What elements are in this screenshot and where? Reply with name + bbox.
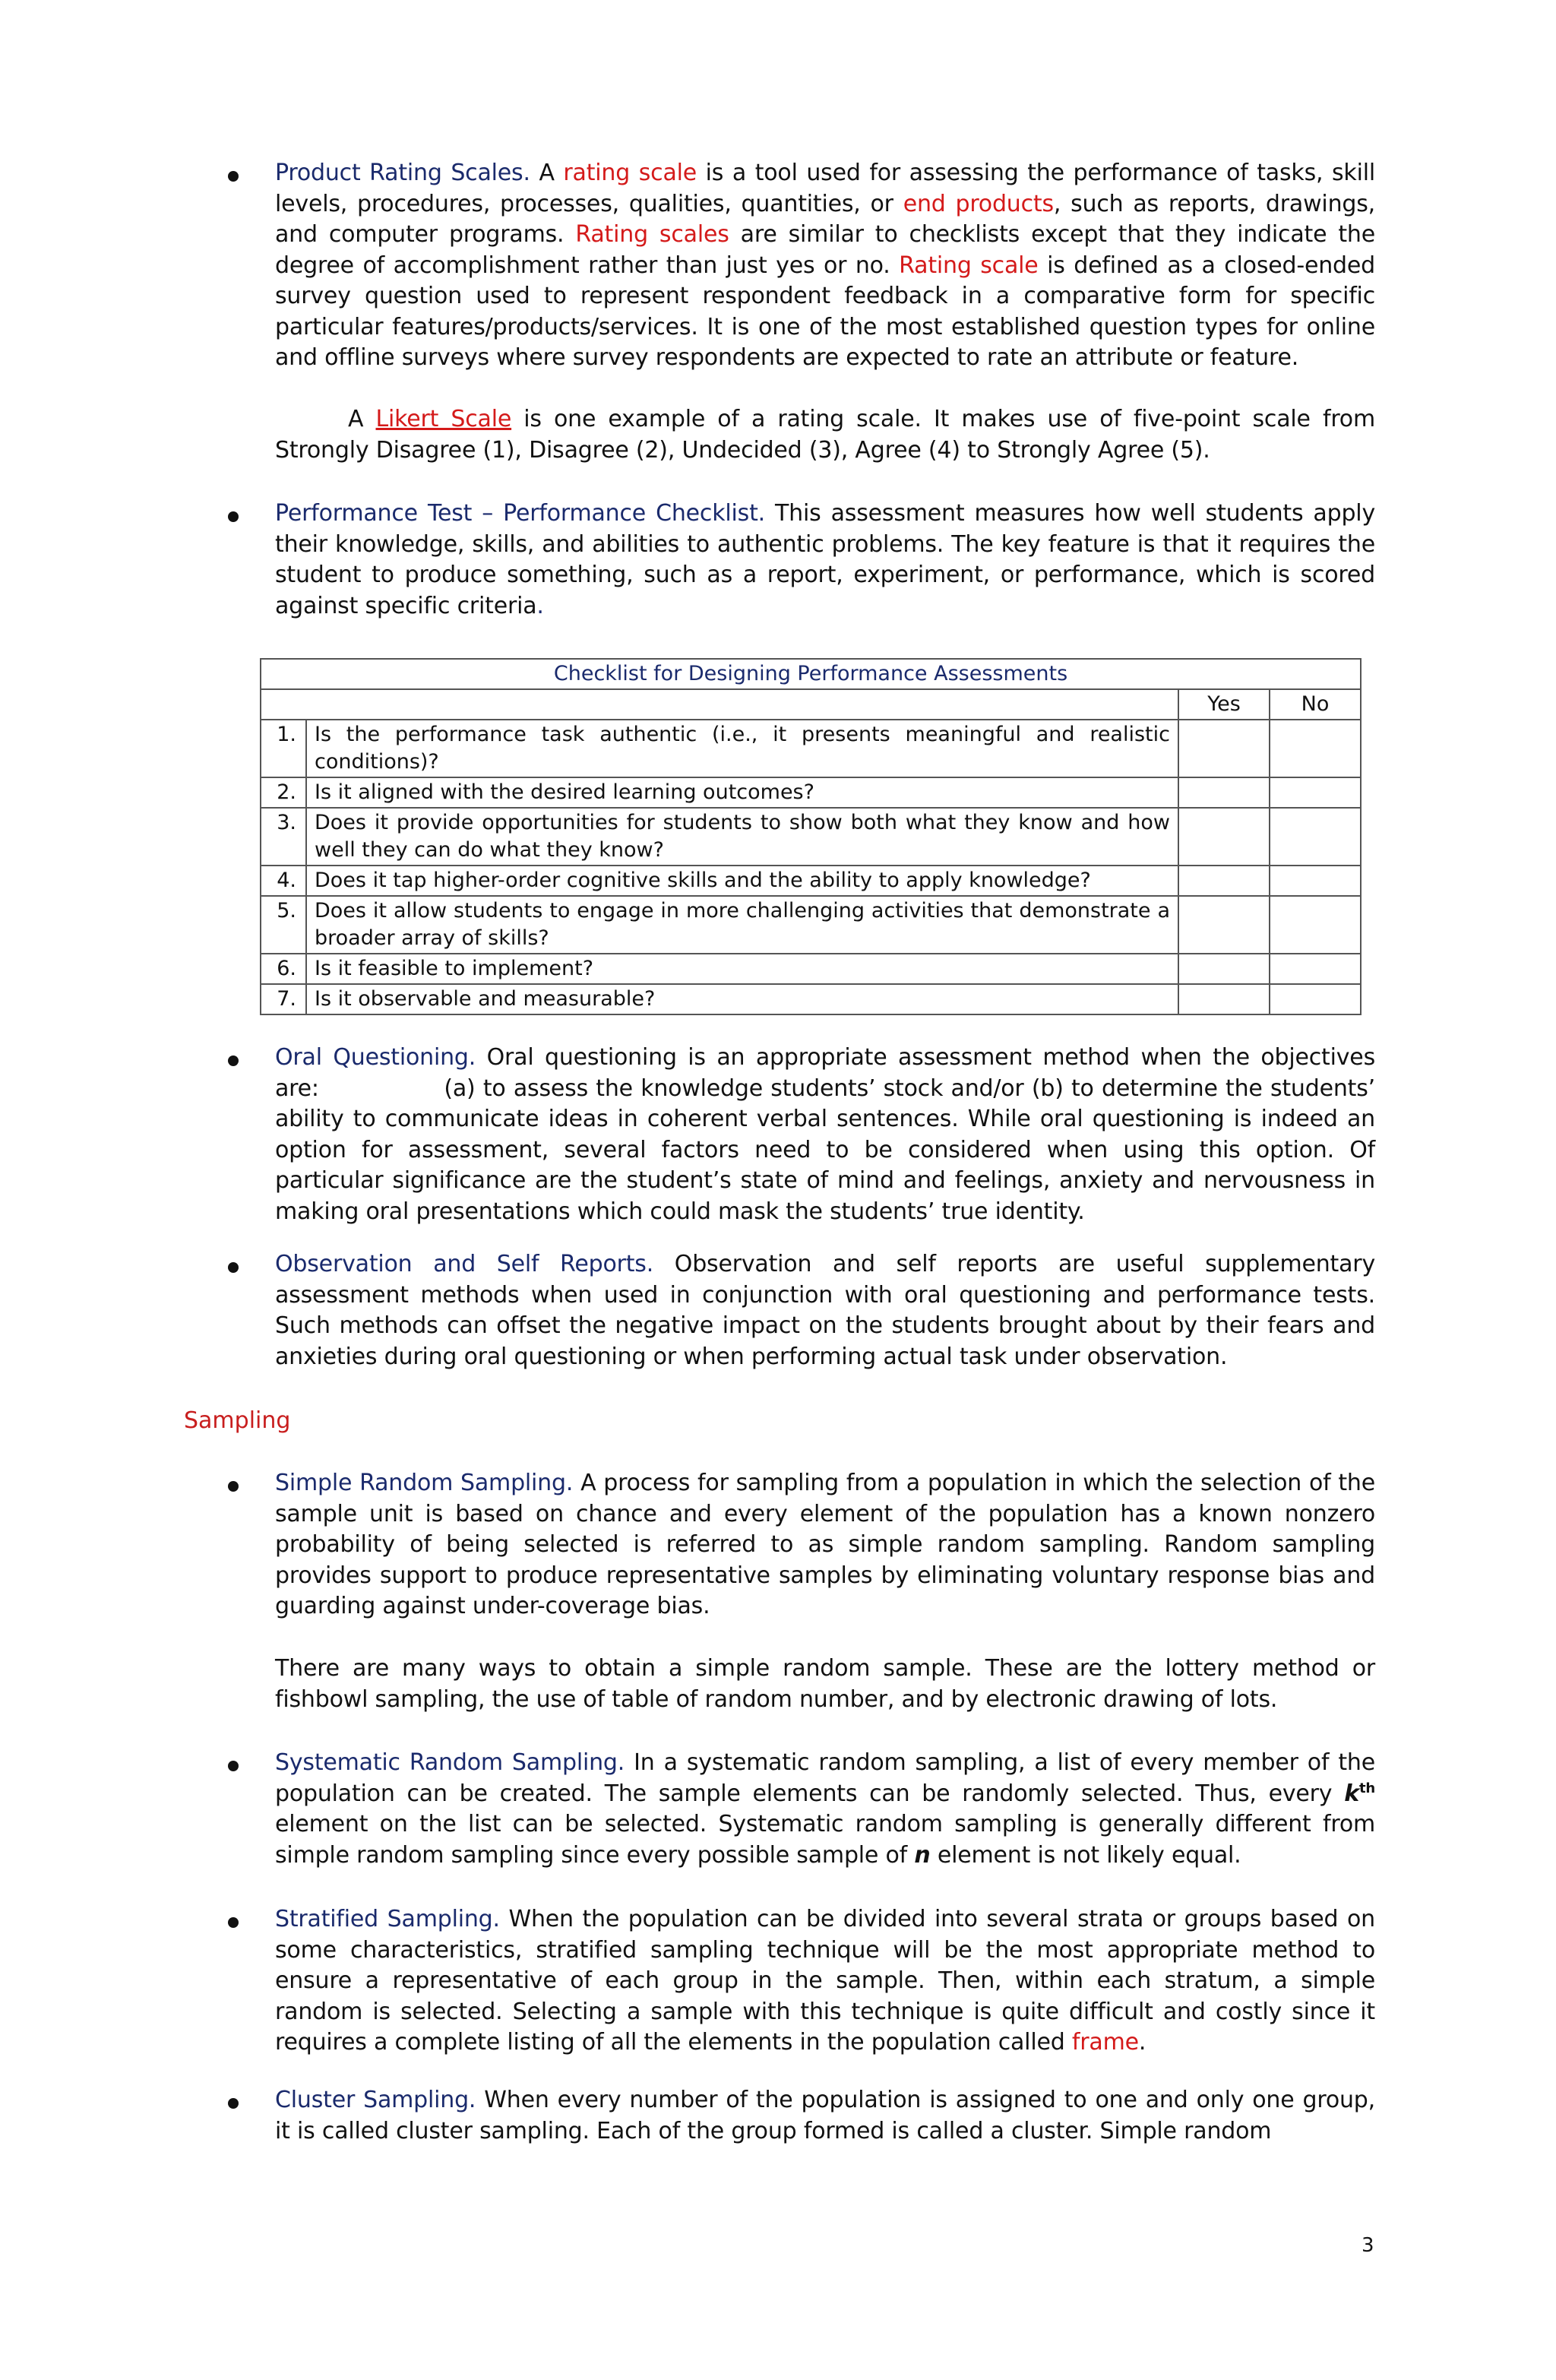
paragraph-simple-random xyxy=(275,1468,1375,1622)
term-observation: Observation and Self Reports. xyxy=(275,1251,654,1277)
bullet-icon xyxy=(228,2098,239,2109)
term-stratified: Stratified Sampling. xyxy=(275,1906,500,1932)
text-span: element is not likely equal. xyxy=(930,1841,1241,1869)
variable-n: n xyxy=(914,1841,931,1869)
bullet-icon xyxy=(228,511,239,522)
text-span: This assessment measures how well students apply their knowledge, skills, and abilities to authentic problems. The key feature is that it requires the student to produce something, such as a report, experiment, or performance, which is scored against specific criteria xyxy=(275,500,1375,619)
yes-cell[interactable] xyxy=(1178,984,1270,1014)
header-blank-cell xyxy=(261,689,1178,720)
yes-cell[interactable] xyxy=(1178,896,1270,954)
text-span: is one example of a rating scale. It makes use of five-point scale from Strongly Disagree (1), Disagree (2), Undecided (3), Agree (4) to Strongly Agree (5). xyxy=(275,406,1375,464)
table-row xyxy=(261,896,1361,954)
term-systematic: Systematic Random Sampling. xyxy=(275,1749,625,1776)
keyword-rating-scale: rating scale xyxy=(563,160,697,186)
row-number: 6. xyxy=(261,954,306,984)
text-span: is defined as a closed-ended survey question used to represent respondent feedback in a comparative form for specific particular features/products/services. It is one of the most established question types for online and offline surveys where survey respondents are expected to rate an attribute or feature. xyxy=(275,252,1375,371)
text-span: Observation and self reports are useful supplementary assessment methods when used in conjunction with oral questioning and performance tests. Such methods can offset the negative impact on the students brought about by their fears and anxieties during oral questioning or when performing actual task under observation. xyxy=(275,1251,1375,1370)
row-number: 2. xyxy=(261,777,306,808)
section-heading-sampling: Sampling xyxy=(184,1407,291,1434)
bullet-icon xyxy=(228,1917,239,1928)
bullet-icon xyxy=(228,1481,239,1492)
row-question: Is it feasible to implement? xyxy=(306,954,1178,984)
likert-scale-link[interactable]: Likert Scale xyxy=(375,406,512,432)
row-number: 4. xyxy=(261,866,306,896)
text-span: A process for sampling from a population in which the selection of the sample unit is based on chance and every element of the population has a known nonzero probability of being selected is referred to as simple random sampling. Random sampling provides support to produce representative samples by eliminating voluntary response bias and guarding against under-coverage bias. xyxy=(275,1470,1375,1619)
term-product-rating-scales: Product Rating Scales. xyxy=(275,160,530,186)
keyword-frame: frame xyxy=(1071,2029,1139,2056)
text-span: . xyxy=(1138,2029,1146,2056)
checklist-header-row xyxy=(261,689,1361,720)
checklist-title: Checklist for Designing Performance Assessments xyxy=(261,659,1361,689)
row-number: 1. xyxy=(261,720,306,777)
row-question: Is it aligned with the desired learning outcomes? xyxy=(306,777,1178,808)
no-cell[interactable] xyxy=(1270,896,1361,954)
paragraph-stratified xyxy=(275,1904,1375,2059)
no-cell[interactable] xyxy=(1270,984,1361,1014)
header-yes: Yes xyxy=(1178,689,1270,720)
text-span: element on the list can be selected. Systematic random sampling is generally different from simple random sampling since every possible sample of xyxy=(275,1811,1375,1869)
page-number: 3 xyxy=(1362,2234,1374,2257)
no-cell[interactable] xyxy=(1270,777,1361,808)
row-question: Is it observable and measurable? xyxy=(306,984,1178,1014)
bullet-icon xyxy=(228,1761,239,1771)
paragraph-observation xyxy=(275,1249,1375,1372)
table-row xyxy=(261,954,1361,984)
no-cell[interactable] xyxy=(1270,808,1361,866)
table-row xyxy=(261,866,1361,896)
superscript-th: th xyxy=(1358,1780,1375,1796)
text-span: When every number of the population is assigned to one and only one group, it is called cluster sampling. Each of the group formed is called a cluster. Simple random xyxy=(275,2087,1375,2144)
paragraph-simple-random-methods xyxy=(275,1654,1375,1715)
header-no: No xyxy=(1270,689,1361,720)
keyword-rating-scales: Rating scales xyxy=(575,221,729,248)
paragraph-cluster xyxy=(275,2085,1375,2147)
term-simple-random: Simple Random Sampling. xyxy=(275,1470,574,1496)
term-cluster: Cluster Sampling. xyxy=(275,2087,476,2113)
table-row xyxy=(261,984,1361,1014)
no-cell[interactable] xyxy=(1270,720,1361,777)
keyword-rating-scale-2: Rating scale xyxy=(899,252,1039,279)
paragraph-likert xyxy=(275,404,1375,466)
bullet-icon xyxy=(228,1055,239,1066)
row-number: 5. xyxy=(261,896,306,954)
paragraph-performance-test xyxy=(275,498,1375,622)
paragraph-rating-scales xyxy=(275,158,1375,374)
text-span: A xyxy=(348,406,376,432)
bullet-icon xyxy=(228,171,239,182)
variable-k: k xyxy=(1344,1780,1359,1807)
text-span: A xyxy=(530,160,564,186)
row-number: 3. xyxy=(261,808,306,866)
checklist-table xyxy=(260,658,1362,1015)
table-row xyxy=(261,777,1361,808)
table-row xyxy=(261,808,1361,866)
text-span: , such as reports, drawings, and computer programs. xyxy=(275,190,1375,248)
checklist-title-row xyxy=(261,659,1361,689)
text-span: is a tool used for assessing the performance of tasks, skill levels, procedures, processes, qualities, quantities, or xyxy=(275,160,1375,217)
text-span: In a systematic random sampling, a list of every member of the population can be created. The sample elements can be randomly selected. Thus, every xyxy=(275,1749,1375,1807)
row-question: Does it provide opportunities for students to show both what they know and how well they can do what they know? xyxy=(306,808,1178,866)
table-row xyxy=(261,720,1361,777)
term-performance-test: Performance Test – Performance Checklist xyxy=(275,500,758,527)
yes-cell[interactable] xyxy=(1178,808,1270,866)
row-question: Does it tap higher-order cognitive skills and the ability to apply knowledge? xyxy=(306,866,1178,896)
term-oral-questioning: Oral Questioning. xyxy=(275,1044,476,1071)
no-cell[interactable] xyxy=(1270,954,1361,984)
row-question: Does it allow students to engage in more challenging activities that demonstrate a broader array of skills? xyxy=(306,896,1178,954)
paragraph-systematic xyxy=(275,1748,1375,1871)
yes-cell[interactable] xyxy=(1178,866,1270,896)
row-number: 7. xyxy=(261,984,306,1014)
text-span: . xyxy=(757,500,765,527)
yes-cell[interactable] xyxy=(1178,720,1270,777)
bullet-icon xyxy=(228,1262,239,1273)
text-span: . xyxy=(536,592,544,619)
paragraph-oral-questioning xyxy=(275,1043,1375,1227)
text-span: are similar to checklists except that they indicate the degree of accomplishment rather than just yes or no. xyxy=(275,221,1376,279)
no-cell[interactable] xyxy=(1270,866,1361,896)
text-span: Oral questioning is an appropriate assessment method when the objectives are: (a) to assess the knowledge students’ stock and/or (b) to determine the students’ ability to communicate ideas in coherent verbal sentences. While oral questioning is indeed an option for assessment, several factors need to be considered when using this option. Of particular significance are the student’s state of mind and feelings, anxiety and nervousness in making oral presentations which could mask the students’ true identity. xyxy=(275,1044,1375,1225)
row-question: Is the performance task authentic (i.e., it presents meaningful and realistic conditions)? xyxy=(306,720,1178,777)
yes-cell[interactable] xyxy=(1178,777,1270,808)
yes-cell[interactable] xyxy=(1178,954,1270,984)
text-span: When the population can be divided into several strata or groups based on some characteristics, stratified sampling technique will be the most appropriate method to ensure a representative of each group in the sample. Then, within each stratum, a simple random is selected. Selecting a sample with this technique is quite difficult and costly since it requires a complete listing of all the elements in the population called xyxy=(275,1906,1375,2056)
keyword-end-products: end products xyxy=(903,190,1054,217)
text-span: There are many ways to obtain a simple random sample. These are the lottery method or fishbowl sampling, the use of table of random number, and by electronic drawing of lots. xyxy=(275,1655,1375,1713)
